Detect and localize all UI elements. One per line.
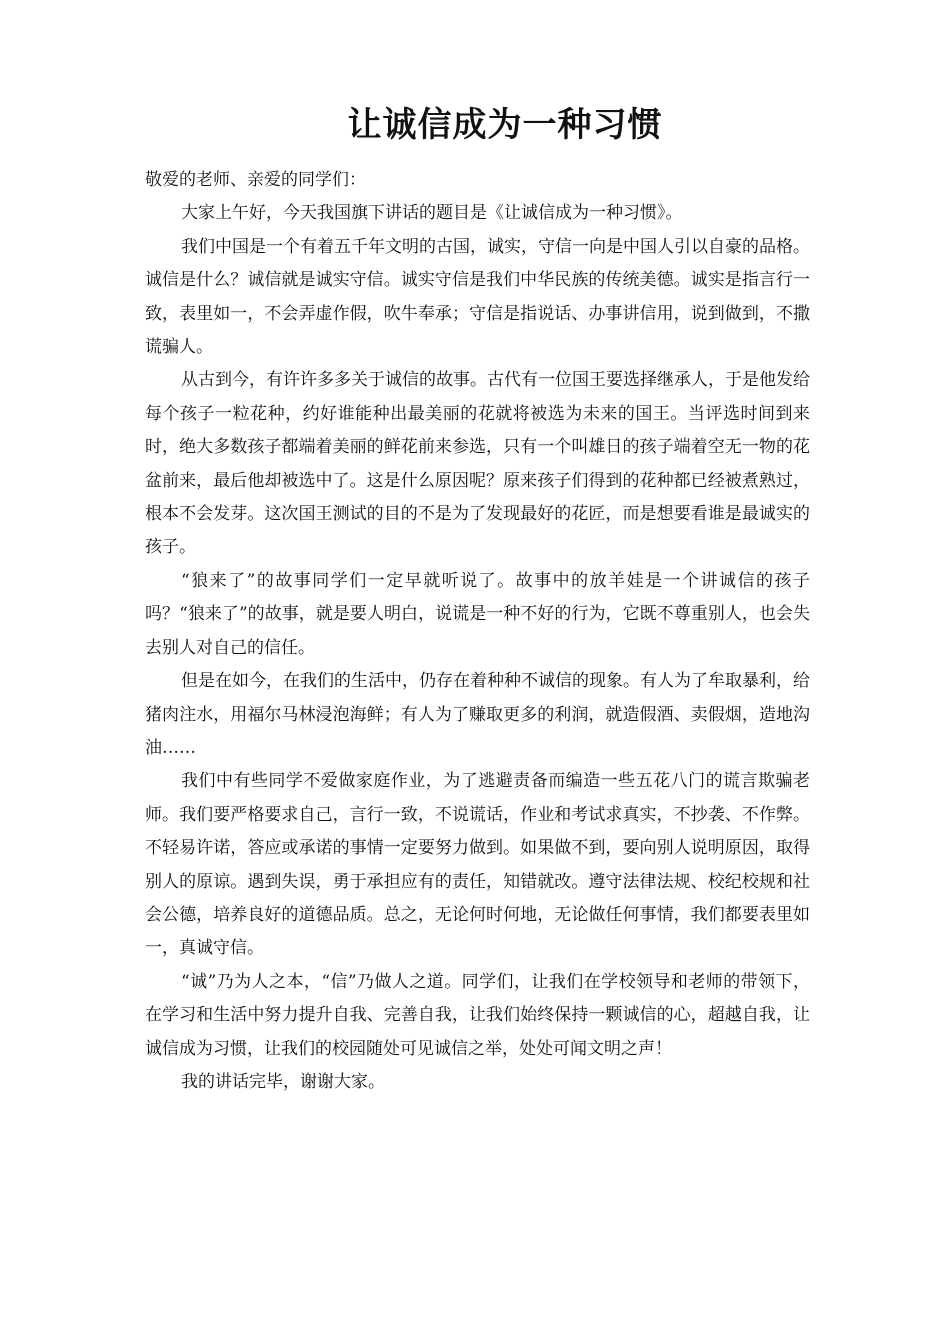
- document-title: 让诚信成为一种习惯: [347, 105, 663, 145]
- paragraph-3: 从古到今，有许许多多关于诚信的故事。古代有一位国王要选择继承人，于是他发给每个孩子一粒花种，约好谁能种出最美丽的花就将被选为未来的国王。当评选时间到来时，绝大多数孩子都端着美丽的鲜花前来参选，只有一个叫雄日的孩子端着空无一物的花盆前来，最后他却被选中了。这是什么原因呢？原来孩子们得到的花种都已经被煮熟过，根本不会发芽。这次国王测试的目的不是为了发现最好的花匠，而是想要看谁是最诚实的孩子。: [145, 370, 810, 558]
- salutation: 敬爱的老师、亲爱的同学们：: [145, 170, 366, 190]
- paragraph-6: 我们中有些同学不爱做家庭作业，为了逃避责备而编造一些五花八门的谎言欺骗老师。我们要严格要求自己，言行一致，不说谎话，作业和考试求真实，不抄袭、不作弊。不轻易许诺，答应或承诺的事情一定要努力做到。如果做不到，要向别人说明原因，取得别人的原谅。遇到失误，勇于承担应有的责任，知错就改。遵守法律法规、校纪校规和社会公德，培养良好的道德品质。总之，无论何时何地，无论做任何事情，我们都要表里如一，真诚守信。: [145, 771, 810, 959]
- paragraph-4: “狼来了”的故事同学们一定早就听说了。故事中的放羊娃是一个讲诚信的孩子吗？“狼来了”的故事，就是要人明白，说谎是一种不好的行为，它既不尊重别人，也会失去别人对自己的信任。: [145, 570, 810, 658]
- document-body: [145, 164, 810, 1099]
- paragraph-7: “诚”乃为人之本，“信”乃做人之道。同学们，让我们在学校领导和老师的带领下，在学习和生活中努力提升自我、完善自我，让我们始终保持一颗诚信的心，超越自我，让诚信成为习惯，让我们的校园随处可见诚信之举，处处可闻文明之声！: [145, 971, 810, 1059]
- paragraph-8: 我的讲话完毕，谢谢大家。: [181, 1071, 385, 1092]
- paragraph-2: 我们中国是一个有着五千年文明的古国，诚实，守信一向是中国人引以自豪的品格。诚信是什么？诚信就是诚实守信。诚实守信是我们中华民族的传统美德。诚实是指言行一致，表里如一，不会弄虚作假，吹牛奉承；守信是指说话、办事讲信用，说到做到，不撒谎骗人。: [145, 236, 810, 358]
- paragraph-5: 但是在如今，在我们的生活中，仍存在着种种不诚信的现象。有人为了牟取暴利，给猪肉注水，用福尔马林浸泡海鲜；有人为了赚取更多的利润，就造假酒、卖假烟，造地沟油……: [145, 671, 810, 758]
- paragraph-1: 大家上午好，今天我国旗下讲话的题目是《让诚信成为一种习惯》。: [181, 203, 683, 224]
